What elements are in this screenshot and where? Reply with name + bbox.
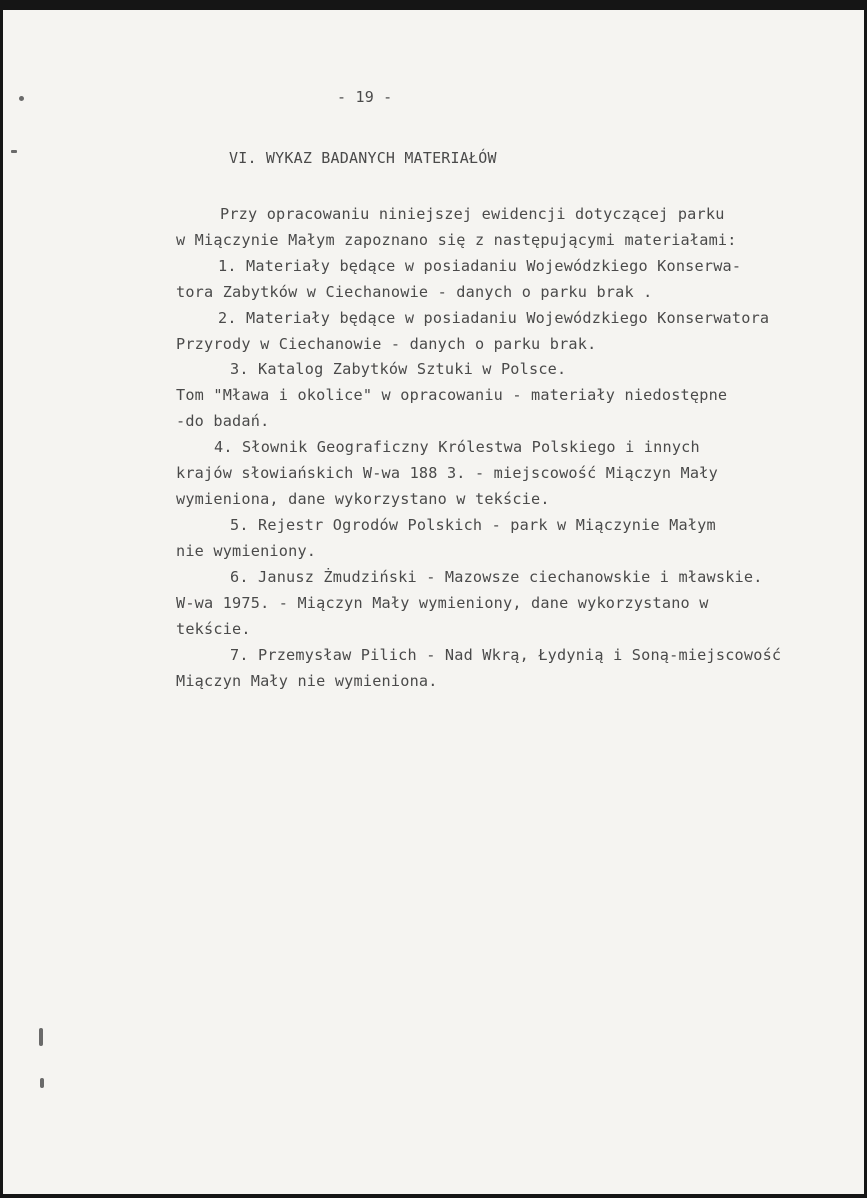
list-item-1: 1. Materiały będące w posiadaniu Wojewódzkiego Konserwa- xyxy=(218,257,742,275)
list-item-2: 2. Materiały będące w posiadaniu Wojewódzkiego Konserwatora xyxy=(218,309,770,327)
body-line: w Miączynie Małym zapoznano się z następującymi materiałami: xyxy=(176,231,737,249)
body-line: -do badań. xyxy=(176,412,270,430)
body-line: Przy opracowaniu niniejszej ewidencji dotyczącej parku xyxy=(220,205,725,223)
binding-hole-mark xyxy=(19,96,24,101)
binding-mark xyxy=(40,1078,44,1088)
list-item-3: 3. Katalog Zabytków Sztuki w Polsce. xyxy=(230,360,567,378)
body-line: krajów słowiańskich W-wa 188 3. - miejscowość Miączyn Mały xyxy=(176,464,718,482)
list-item-5: 5. Rejestr Ogrodów Polskich - park w Miączynie Małym xyxy=(230,516,716,534)
body-line: tora Zabytków w Ciechanowie - danych o parku brak . xyxy=(176,283,653,301)
body-line: Tom "Mława i okolice" w opracowaniu - materiały niedostępne xyxy=(176,386,728,404)
body-line: W-wa 1975. - Miączyn Mały wymieniony, dane wykorzystano w xyxy=(176,594,709,612)
list-item-7: 7. Przemysław Pilich - Nad Wkrą, Łydynią i Soną-miejscowość xyxy=(230,646,782,664)
body-line: Miączyn Mały nie wymieniona. xyxy=(176,672,438,690)
body-line: tekście. xyxy=(176,620,251,638)
page-number: - 19 - xyxy=(337,88,393,106)
document-page xyxy=(3,10,864,1194)
section-heading: VI. WYKAZ BADANYCH MATERIAŁÓW xyxy=(229,149,497,167)
binding-mark xyxy=(39,1028,43,1046)
binding-mark xyxy=(11,150,17,153)
list-item-6: 6. Janusz Żmudziński - Mazowsze ciechanowskie i mławskie. xyxy=(230,568,763,586)
body-line: wymieniona, dane wykorzystano w tekście. xyxy=(176,490,550,508)
list-item-4: 4. Słownik Geograficzny Królestwa Polskiego i innych xyxy=(214,438,700,456)
body-line: Przyrody w Ciechanowie - danych o parku brak. xyxy=(176,335,597,353)
body-line: nie wymieniony. xyxy=(176,542,317,560)
